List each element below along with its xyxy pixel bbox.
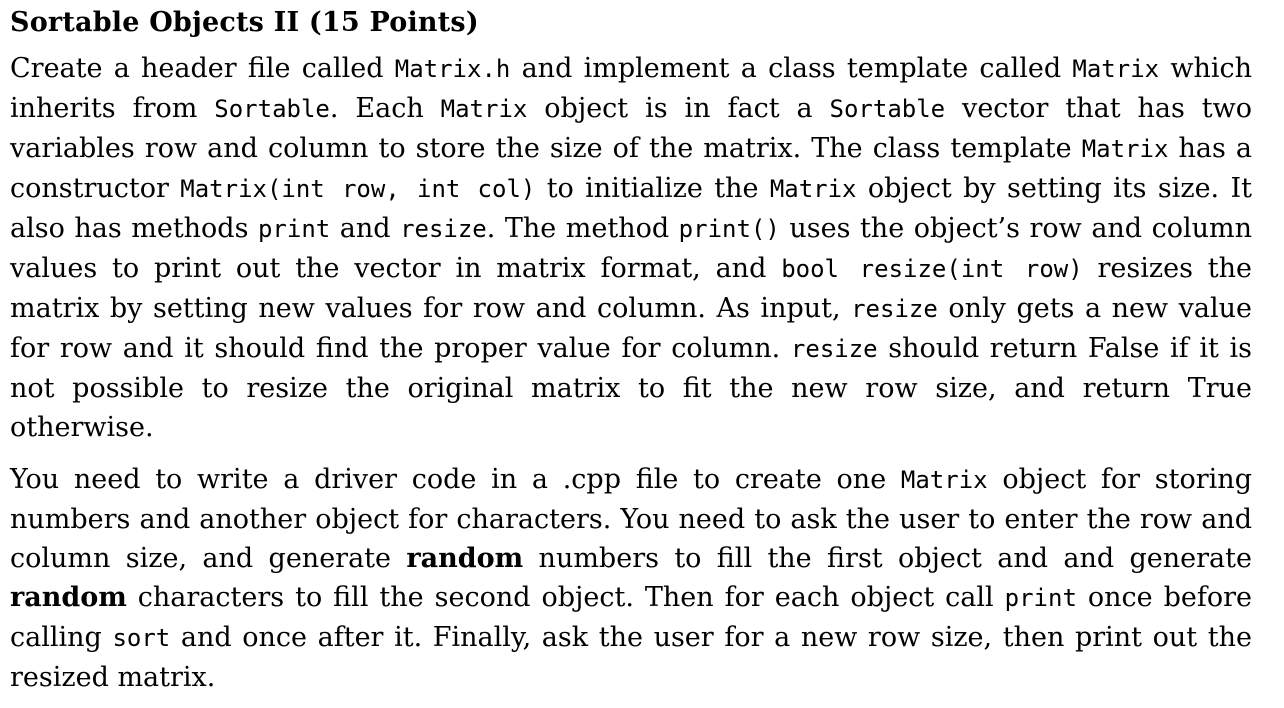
code-sort: sort xyxy=(112,624,171,652)
text-run: has a constructor xyxy=(10,133,1252,204)
code-resize: resize xyxy=(851,295,938,323)
text-run: which inherits from xyxy=(10,53,1252,124)
paragraph-class-description xyxy=(10,49,1252,447)
text-run: and once after it. Finally, ask the user for a new row size, then print out the resized matrix. xyxy=(10,622,1253,693)
code-resize: resize xyxy=(400,215,487,243)
text-run: object is in fact a xyxy=(527,93,830,124)
code-matrix-header: Matrix.h xyxy=(394,55,511,83)
code-resize: resize xyxy=(790,335,878,363)
text-run: should return False if it is not possible to resize the original matrix to fit the new row size, and return True otherwise. xyxy=(10,333,1252,443)
text-run: resizes the matrix by setting new values for row and column. As input, xyxy=(10,253,1252,324)
code-matrix: Matrix xyxy=(440,95,528,123)
code-print: print xyxy=(1004,584,1077,612)
code-print-call: print() xyxy=(678,215,780,243)
text-run: . Each xyxy=(329,93,441,124)
code-sortable: Sortable xyxy=(829,95,946,123)
code-constructor: Matrix(int row, int col) xyxy=(180,175,536,203)
code-matrix: Matrix xyxy=(769,175,857,203)
text-run: vector that has two variables row and column to store the size of the matrix. The class template xyxy=(10,93,1252,164)
text-run: once before calling xyxy=(10,582,1252,653)
bold-random: random xyxy=(406,543,524,574)
section-title: Sortable Objects II (15 Points) xyxy=(10,7,479,38)
text-run: . The method xyxy=(486,213,679,244)
text-run: numbers to fill the first object and and generate xyxy=(523,543,1252,574)
text-run: to initialize the xyxy=(535,173,770,204)
code-sortable: Sortable xyxy=(214,95,330,123)
text-run: object by setting its size. It also has methods xyxy=(10,173,1253,244)
code-matrix: Matrix xyxy=(1081,135,1169,163)
text-run: Create a header file called xyxy=(10,53,395,84)
code-matrix: Matrix xyxy=(1072,55,1160,83)
paragraph-driver-instructions xyxy=(10,460,1252,697)
text-run: uses the object’s row and column values to print out the vector in matrix format, and xyxy=(10,213,1253,284)
text-run: and implement a class template called xyxy=(510,53,1073,84)
text-run: only gets a new value for row and it should find the proper value for column. xyxy=(10,293,1252,364)
text-run: and xyxy=(330,213,401,244)
bold-random: random xyxy=(10,582,127,613)
text-run: characters to fill the second object. Then for each object call xyxy=(126,582,1005,613)
text-run: You need to write a driver code in a .cpp file to create one xyxy=(10,464,901,495)
code-print: print xyxy=(257,215,331,243)
code-matrix: Matrix xyxy=(900,466,988,494)
text-run: object for storing numbers and another object for characters. You need to ask the user to enter the row and column size, and generate xyxy=(10,464,1252,574)
code-resize-signature: bool resize(int row) xyxy=(781,255,1083,283)
